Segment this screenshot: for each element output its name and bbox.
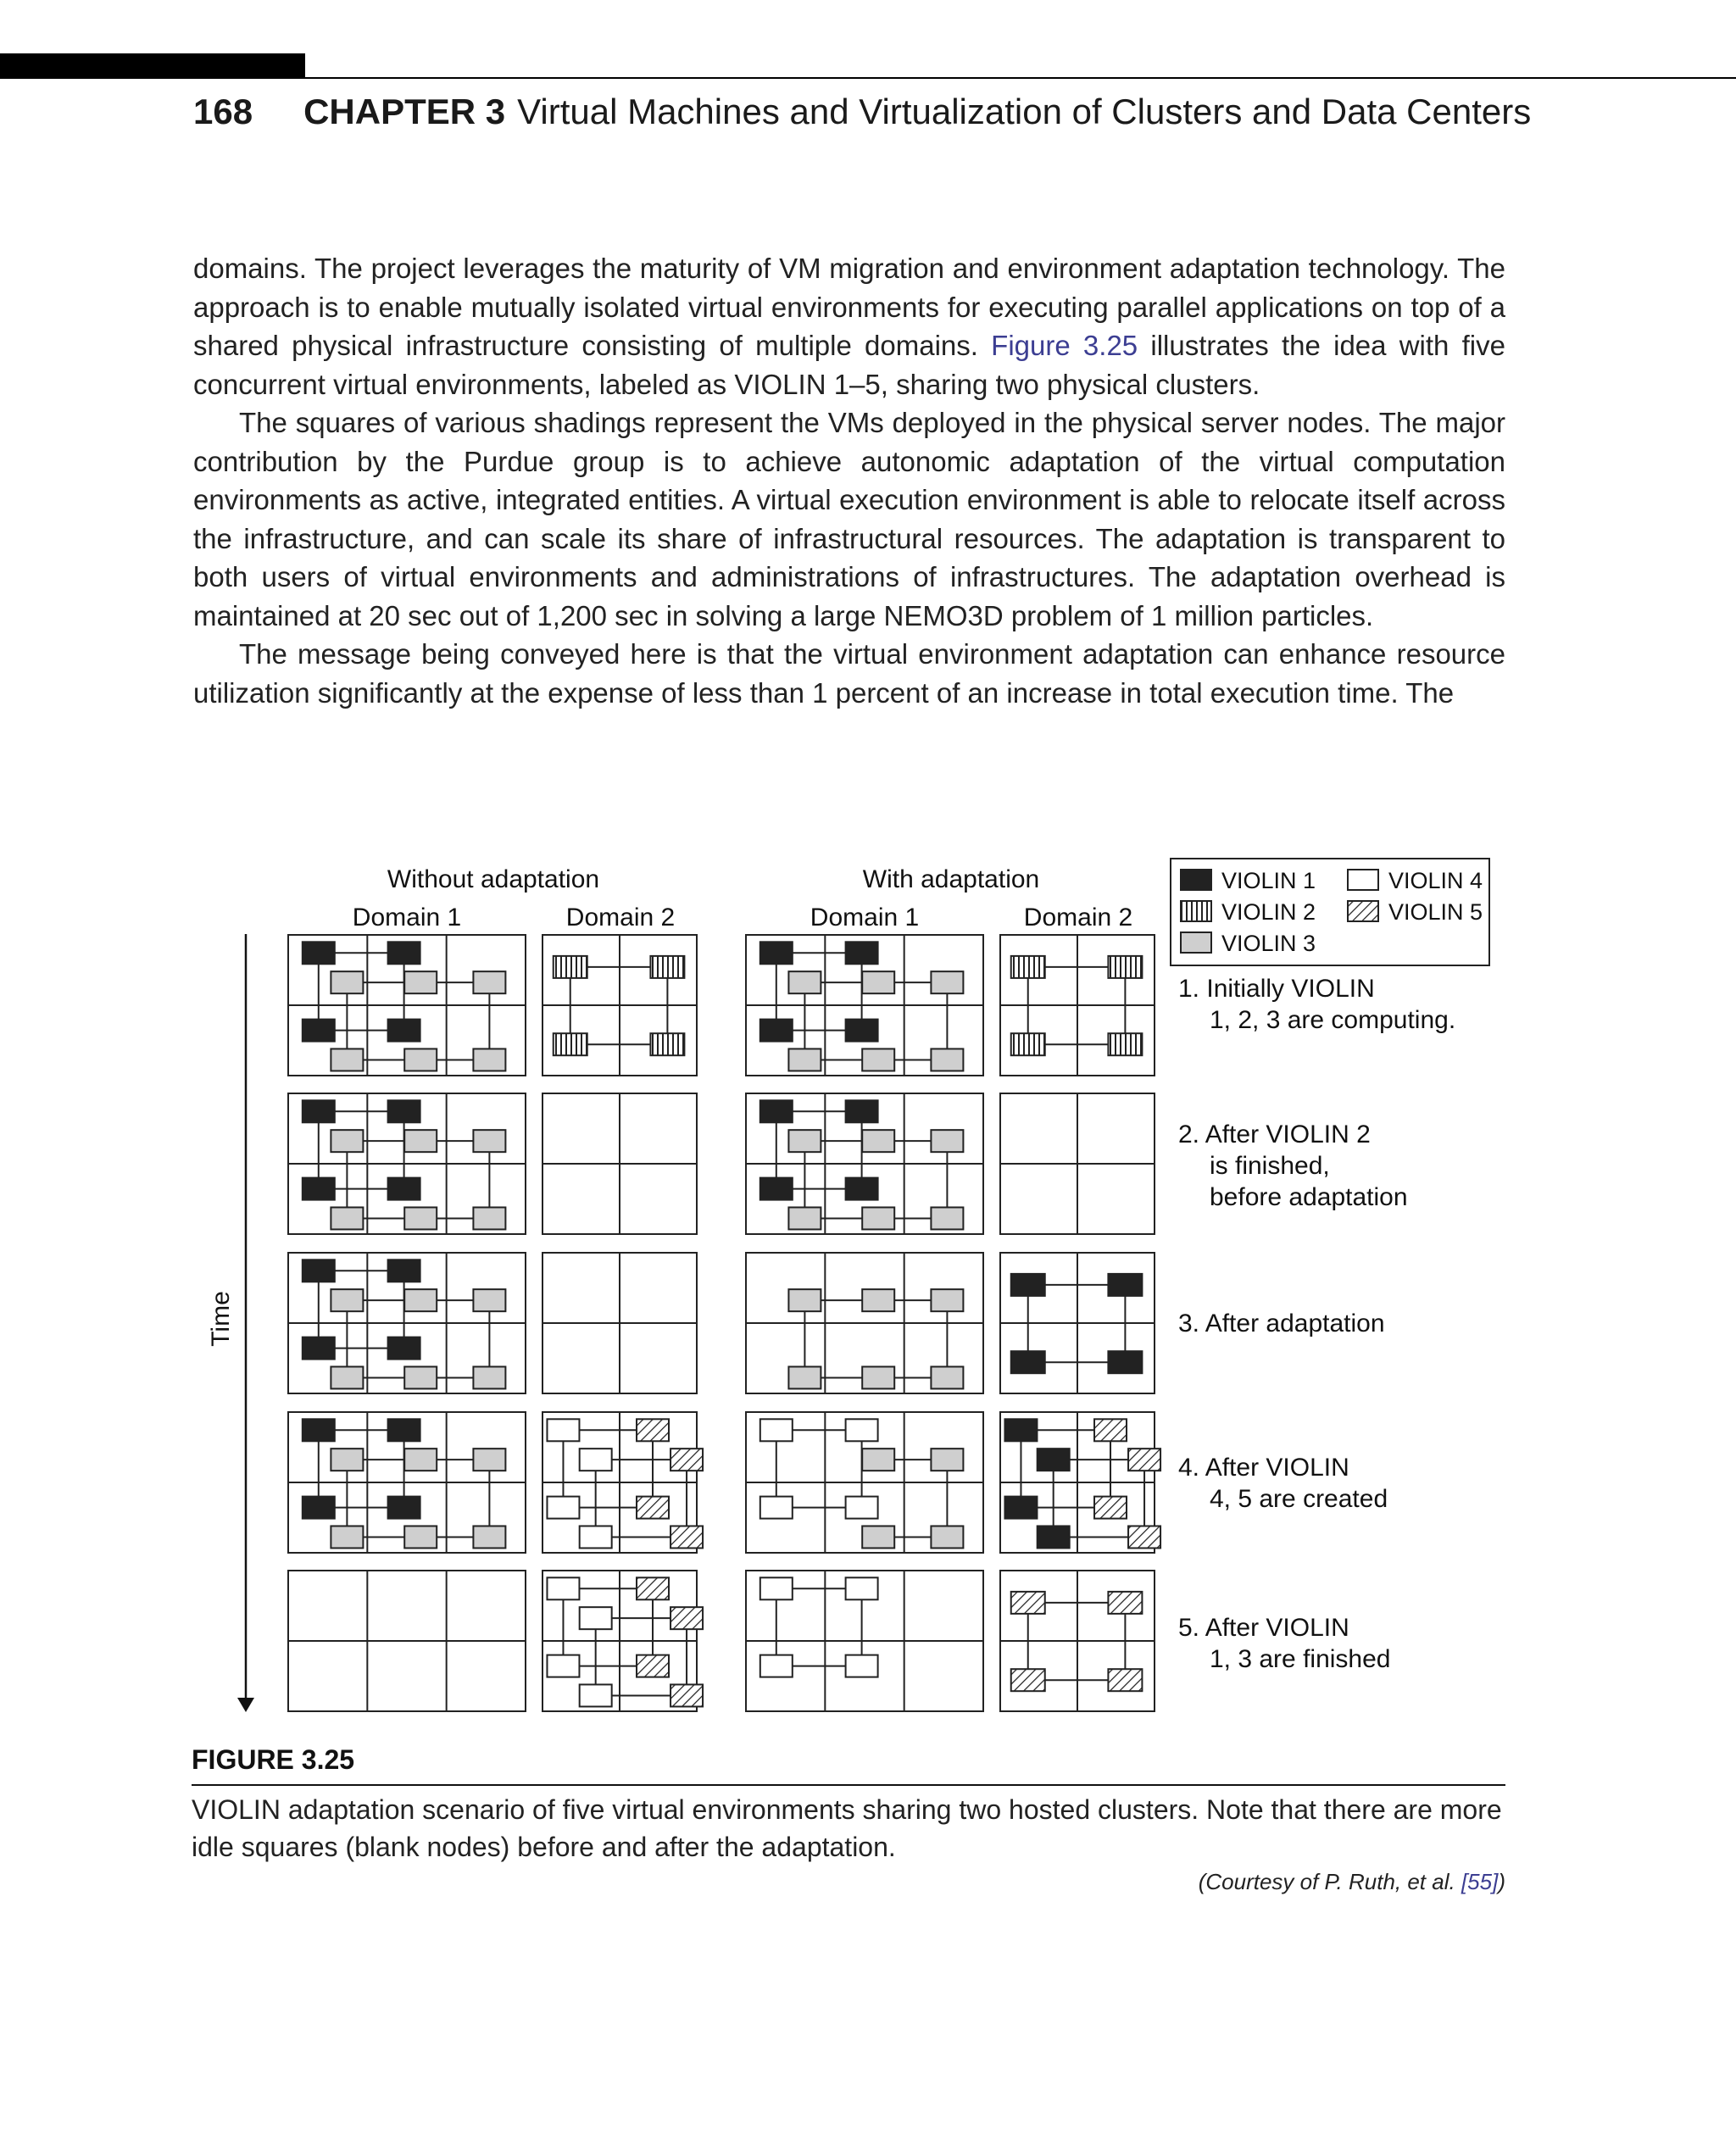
panel-step-1-col-3	[746, 935, 983, 1076]
vm-node	[404, 1048, 437, 1070]
legend-swatch-violin-2	[1181, 901, 1211, 921]
panel-step-5-col-1	[288, 1571, 526, 1711]
domain-1-label-left: Domain 1	[352, 904, 462, 931]
vm-node	[303, 942, 335, 964]
vm-node	[846, 1497, 878, 1519]
vm-node	[760, 1419, 793, 1441]
vm-node	[637, 1577, 669, 1599]
vm-node	[760, 1497, 793, 1519]
vm-node	[1011, 956, 1045, 978]
vm-node	[862, 1449, 894, 1471]
vm-node	[547, 1419, 579, 1441]
vm-node	[1011, 1669, 1045, 1691]
heading-with-adaptation: With adaptation	[862, 865, 1040, 893]
vm-node	[547, 1655, 579, 1677]
domain-1-label-right: Domain 1	[810, 904, 920, 931]
panel-step-5-col-4	[1000, 1571, 1155, 1711]
vm-node	[637, 1419, 669, 1441]
vm-node	[846, 1100, 878, 1122]
step-2-line3: before adaptation	[1210, 1183, 1408, 1211]
vm-node	[931, 1526, 963, 1548]
panel-step-1-col-1	[288, 935, 526, 1076]
running-header	[193, 92, 1531, 132]
vm-node	[846, 1419, 878, 1441]
body-text	[193, 249, 1505, 712]
vm-node	[580, 1526, 612, 1548]
vm-node	[846, 1655, 878, 1677]
vm-node	[862, 1366, 894, 1388]
legend-label-violin-4: VIOLIN 4	[1388, 868, 1483, 893]
vm-node	[580, 1684, 612, 1706]
vm-node	[554, 956, 587, 978]
vm-node	[473, 1366, 505, 1388]
vm-node	[473, 971, 505, 993]
vm-node	[788, 1207, 821, 1229]
vm-node	[1128, 1526, 1160, 1548]
vm-node	[760, 1577, 793, 1599]
vm-node	[670, 1607, 703, 1629]
violin-figure	[0, 831, 1736, 1738]
vm-node	[404, 1366, 437, 1388]
vm-node	[554, 1033, 587, 1055]
vm-node	[788, 1366, 821, 1388]
vm-node	[670, 1684, 703, 1706]
vm-node	[331, 1130, 363, 1152]
page-number: 168	[193, 92, 253, 131]
paragraph-3: The message being conveyed here is that the virtual environment adaptation can enhance resource utilization significantly at the expense of less than 1 percent of an increase in total execution time. The	[193, 638, 1505, 709]
vm-node	[788, 1289, 821, 1311]
vm-node	[846, 1577, 878, 1599]
domain-2-label-right: Domain 2	[1023, 904, 1133, 931]
time-arrowhead	[237, 1698, 254, 1712]
step-annotations	[1178, 975, 1455, 1673]
vm-node	[788, 1048, 821, 1070]
vm-node	[331, 971, 363, 993]
vm-node	[1094, 1497, 1127, 1519]
vm-node	[670, 1449, 703, 1471]
vm-node	[650, 1033, 684, 1055]
vm-node	[404, 1449, 437, 1471]
vm-node	[388, 1337, 420, 1360]
step-5-line1: 5. After VIOLIN	[1178, 1614, 1349, 1642]
legend-swatch-violin-5	[1348, 901, 1378, 921]
chapter-title: Virtual Machines and Virtualization of Clusters and Data Centers	[517, 92, 1532, 131]
vm-node	[580, 1607, 612, 1629]
panel-step-2-col-3	[746, 1093, 983, 1234]
step-4-line2: 4, 5 are created	[1210, 1485, 1388, 1513]
vm-node	[331, 1366, 363, 1388]
step-1-line2: 1, 2, 3 are computing.	[1210, 1006, 1456, 1034]
vm-node	[331, 1048, 363, 1070]
figure-caption: VIOLIN adaptation scenario of five virtual environments sharing two hosted clusters. Note that there are more idle squares (blank nodes) before and after the adaptation.	[192, 1794, 1502, 1862]
vm-node	[760, 942, 793, 964]
vm-node	[846, 942, 878, 964]
vm-node	[862, 1289, 894, 1311]
vm-node	[303, 1337, 335, 1360]
header-rule	[305, 77, 1736, 79]
panel-step-3-col-4	[1000, 1253, 1155, 1393]
vm-node	[473, 1526, 505, 1548]
vm-node	[670, 1526, 703, 1548]
vm-node	[931, 1449, 963, 1471]
time-label: Time	[207, 1291, 235, 1347]
legend-swatch-violin-4	[1348, 870, 1378, 890]
vm-node	[931, 1207, 963, 1229]
vm-node	[580, 1449, 612, 1471]
panel-step-4-col-3	[746, 1412, 983, 1553]
vm-node	[760, 1655, 793, 1677]
vm-node	[473, 1289, 505, 1311]
vm-node	[1004, 1419, 1037, 1441]
vm-node	[331, 1289, 363, 1311]
vm-node	[404, 1130, 437, 1152]
vm-node	[846, 1020, 878, 1042]
vm-node	[862, 1526, 894, 1548]
vm-node	[862, 1048, 894, 1070]
vm-node	[404, 1526, 437, 1548]
panel-step-4-col-2	[542, 1412, 703, 1553]
vm-node	[303, 1178, 335, 1200]
vm-node	[404, 1289, 437, 1311]
vm-node	[388, 1260, 420, 1282]
panel-step-1-col-2	[542, 935, 697, 1076]
vm-node	[473, 1207, 505, 1229]
figure-credit: (Courtesy of P. Ruth, et al. [55])	[1198, 1869, 1505, 1894]
step-3-line1: 3. After adaptation	[1178, 1310, 1385, 1337]
vm-node	[1108, 1669, 1142, 1691]
panel-step-5-col-3	[746, 1571, 983, 1711]
header-bar	[0, 53, 305, 79]
vm-node	[1011, 1033, 1045, 1055]
vm-node	[331, 1207, 363, 1229]
panel-step-4-col-1	[288, 1412, 526, 1553]
vm-node	[760, 1178, 793, 1200]
vm-node	[931, 1048, 963, 1070]
vm-node	[862, 1130, 894, 1152]
vm-node	[404, 971, 437, 993]
vm-node	[331, 1526, 363, 1548]
vm-node	[1108, 1351, 1142, 1373]
legend-label-violin-5: VIOLIN 5	[1388, 899, 1483, 925]
paragraph-1: domains. The project leverages the maturity of VM migration and environment adaptation technology. The approach is to enable mutually isolated virtual environments for executing parallel applications on top of a shared physical infrastructure consisting of multiple domains. Figure 3.25 illustrates the idea with five concurrent virtual environments, labeled as VIOLIN 1–5, sharing two physical clusters.	[193, 253, 1505, 400]
domain-2-label-left: Domain 2	[565, 904, 676, 931]
panel-step-1-col-4	[1000, 935, 1155, 1076]
vm-node	[637, 1655, 669, 1677]
vm-node	[931, 1366, 963, 1388]
figure-label: FIGURE 3.25	[192, 1744, 355, 1775]
step-1-line1: 1. Initially VIOLIN	[1178, 975, 1375, 1003]
paragraph-2: The squares of various shadings represent the VMs deployed in the physical server nodes. The major contribution by the Purdue group is to achieve autonomic adaptation of the virtual computation environments as active, integrated entities. A virtual execution environment is able to relocate itself across the infrastructure, and can scale its share of infrastructural resources. The adaptation is transparent to both users of virtual environments and administrations of infrastructures. The adaptation overhead is maintained at 20 sec out of 1,200 sec in solving a large NEMO3D problem of 1 million particles.	[193, 407, 1505, 631]
vm-node	[473, 1449, 505, 1471]
vm-node	[473, 1048, 505, 1070]
figure-link[interactable]: Figure 3.25	[991, 330, 1138, 361]
vm-node	[388, 942, 420, 964]
vm-node	[862, 1207, 894, 1229]
vm-node	[1108, 1274, 1142, 1296]
panel-step-2-col-2	[542, 1093, 697, 1234]
vm-node	[473, 1130, 505, 1152]
vm-node	[1108, 1592, 1142, 1614]
vm-node	[547, 1577, 579, 1599]
panel-step-2-col-1	[288, 1093, 526, 1234]
vm-node	[1094, 1419, 1127, 1441]
vm-node	[1128, 1449, 1160, 1471]
vm-node	[1011, 1351, 1045, 1373]
vm-node	[760, 1020, 793, 1042]
vm-node	[388, 1419, 420, 1441]
vm-node	[404, 1207, 437, 1229]
vm-node	[1011, 1274, 1045, 1296]
legend-label-violin-3: VIOLIN 3	[1221, 931, 1316, 956]
panel-step-3-col-1	[288, 1253, 526, 1393]
vm-node	[1004, 1497, 1037, 1519]
panel-step-3-col-3	[746, 1253, 983, 1393]
vm-node	[788, 1130, 821, 1152]
heading-without-adaptation: Without adaptation	[387, 865, 600, 893]
caption-rule	[192, 1784, 1505, 1786]
vm-node	[303, 1497, 335, 1519]
vm-node	[1108, 956, 1142, 978]
vm-node	[846, 1178, 878, 1200]
panel-step-5-col-2	[542, 1571, 703, 1711]
vm-node	[388, 1178, 420, 1200]
vm-node	[862, 971, 894, 993]
vm-node	[931, 971, 963, 993]
vm-node	[788, 971, 821, 993]
step-4-line1: 4. After VIOLIN	[1178, 1454, 1349, 1482]
vm-node	[1038, 1449, 1070, 1471]
step-2-line2: is finished,	[1210, 1152, 1330, 1180]
legend-label-violin-1: VIOLIN 1	[1221, 868, 1316, 893]
vm-node	[388, 1497, 420, 1519]
reference-link[interactable]: [55]	[1461, 1869, 1499, 1894]
panel-step-3-col-2	[542, 1253, 697, 1393]
legend-swatch-violin-1	[1181, 870, 1211, 890]
vm-node	[303, 1020, 335, 1042]
vm-node	[388, 1020, 420, 1042]
vm-node	[931, 1289, 963, 1311]
vm-node	[303, 1419, 335, 1441]
vm-node	[388, 1100, 420, 1122]
vm-node	[637, 1497, 669, 1519]
cluster-grids	[288, 935, 1160, 1711]
chapter-label: CHAPTER 3	[303, 92, 506, 131]
vm-node	[303, 1260, 335, 1282]
vm-node	[760, 1100, 793, 1122]
step-2-line1: 2. After VIOLIN 2	[1178, 1121, 1371, 1148]
vm-node	[303, 1100, 335, 1122]
step-5-line2: 1, 3 are finished	[1210, 1645, 1391, 1673]
vm-node	[1038, 1526, 1070, 1548]
vm-node	[547, 1497, 579, 1519]
legend-swatch-violin-3	[1181, 932, 1211, 953]
vm-node	[331, 1449, 363, 1471]
panel-step-2-col-4	[1000, 1093, 1155, 1234]
legend-label-violin-2: VIOLIN 2	[1221, 899, 1316, 925]
vm-node	[931, 1130, 963, 1152]
vm-node	[1108, 1033, 1142, 1055]
vm-node	[650, 956, 684, 978]
vm-node	[1011, 1592, 1045, 1614]
panel-step-4-col-4	[1000, 1412, 1160, 1553]
